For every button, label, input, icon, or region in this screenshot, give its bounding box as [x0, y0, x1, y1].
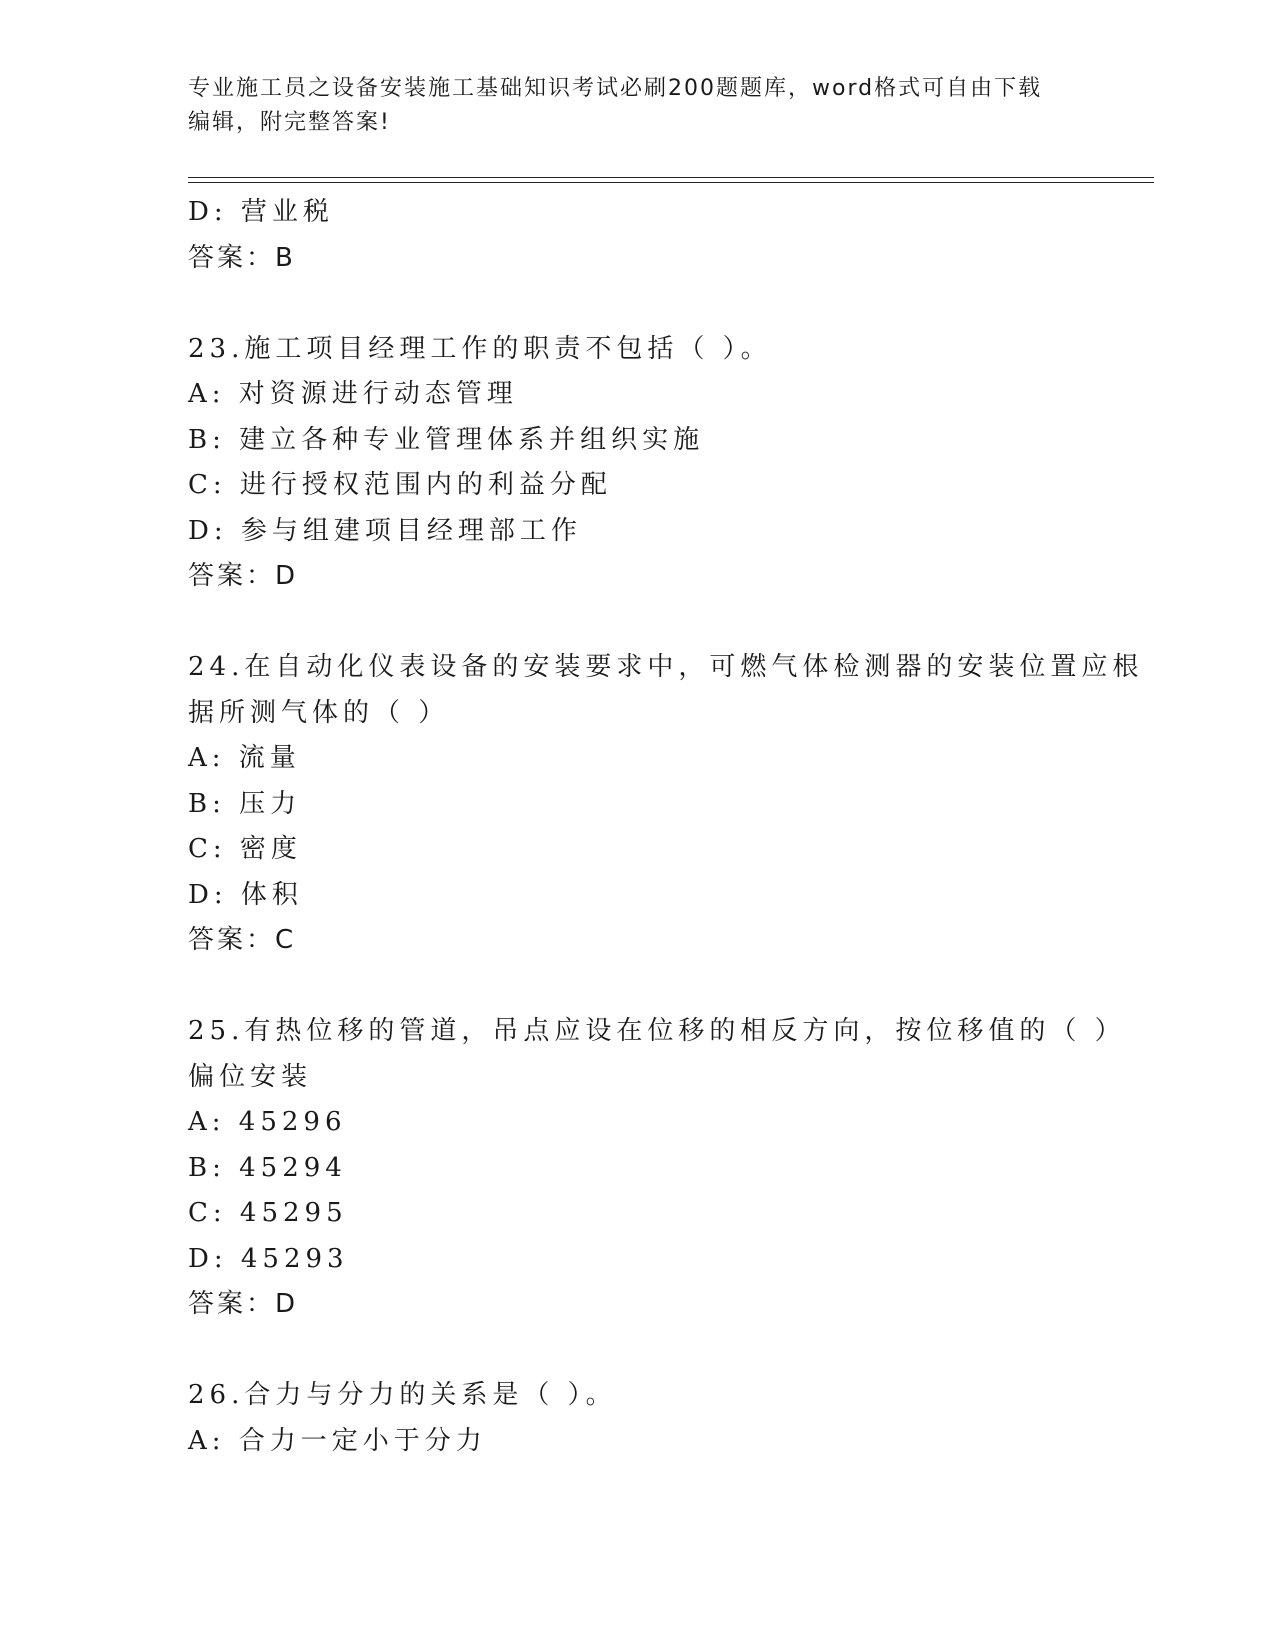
header-line-2: 编辑，附完整答案! — [188, 110, 391, 135]
answer-line: 答案：D — [188, 561, 299, 591]
answer-line: 答案：B — [188, 242, 296, 273]
question-stem-line: 偏位安装 — [188, 1061, 313, 1092]
option-d: D: 参与组建项目经理部工作 — [188, 515, 582, 546]
question-stem — [188, 327, 1088, 373]
answer-line: 答案：C — [188, 925, 297, 955]
answer-line: 答案：D — [188, 1289, 299, 1319]
option-a: A: 对资源进行动态管理 — [188, 379, 518, 409]
option-a: A: 流量 — [188, 743, 301, 773]
header-rule-bottom — [188, 182, 1154, 183]
option-c: C: 进行授权范围内的利益分配 — [188, 470, 612, 500]
option-d: D: 45293 — [188, 1243, 349, 1274]
document-header — [188, 72, 1088, 140]
question-list — [188, 190, 1144, 1464]
option-d: D: 体积 — [188, 879, 303, 910]
question-stem — [188, 1373, 1088, 1419]
option-b: B: 压力 — [188, 788, 302, 819]
option-b: B: 45294 — [188, 1152, 347, 1183]
option-c: C: 45295 — [188, 1198, 348, 1228]
question-stem-line: 25.有热位移的管道，吊点应设在位移的相反方向，按位移值的（ ） — [188, 1016, 1126, 1046]
option-b: B: 建立各种专业管理体系并组织实施 — [188, 424, 705, 455]
question-stem — [188, 645, 1144, 736]
option-c: C: 密度 — [188, 834, 302, 864]
question-stem-line: 23.施工项目经理工作的职责不包括（ ）。 — [188, 333, 772, 364]
option-a: A: 合力一定小于分力 — [188, 1425, 487, 1456]
header-line-1: 专业施工员之设备安装施工基础知识考试必刷200题题库，word格式可自由下载 — [188, 76, 1043, 101]
question-stem-line: 据所测气体的（ ） — [188, 697, 450, 728]
option-d: D: 营业税 — [188, 197, 334, 227]
question-stem — [188, 1009, 1126, 1100]
question-stem-line: 26.合力与分力的关系是（ ）。 — [188, 1380, 617, 1410]
header-rule-top — [188, 177, 1154, 178]
option-a: A: 45296 — [188, 1107, 347, 1137]
question-stem-line: 24.在自动化仪表设备的安装要求中，可燃气体检测器的安装位置应根 — [188, 652, 1144, 682]
